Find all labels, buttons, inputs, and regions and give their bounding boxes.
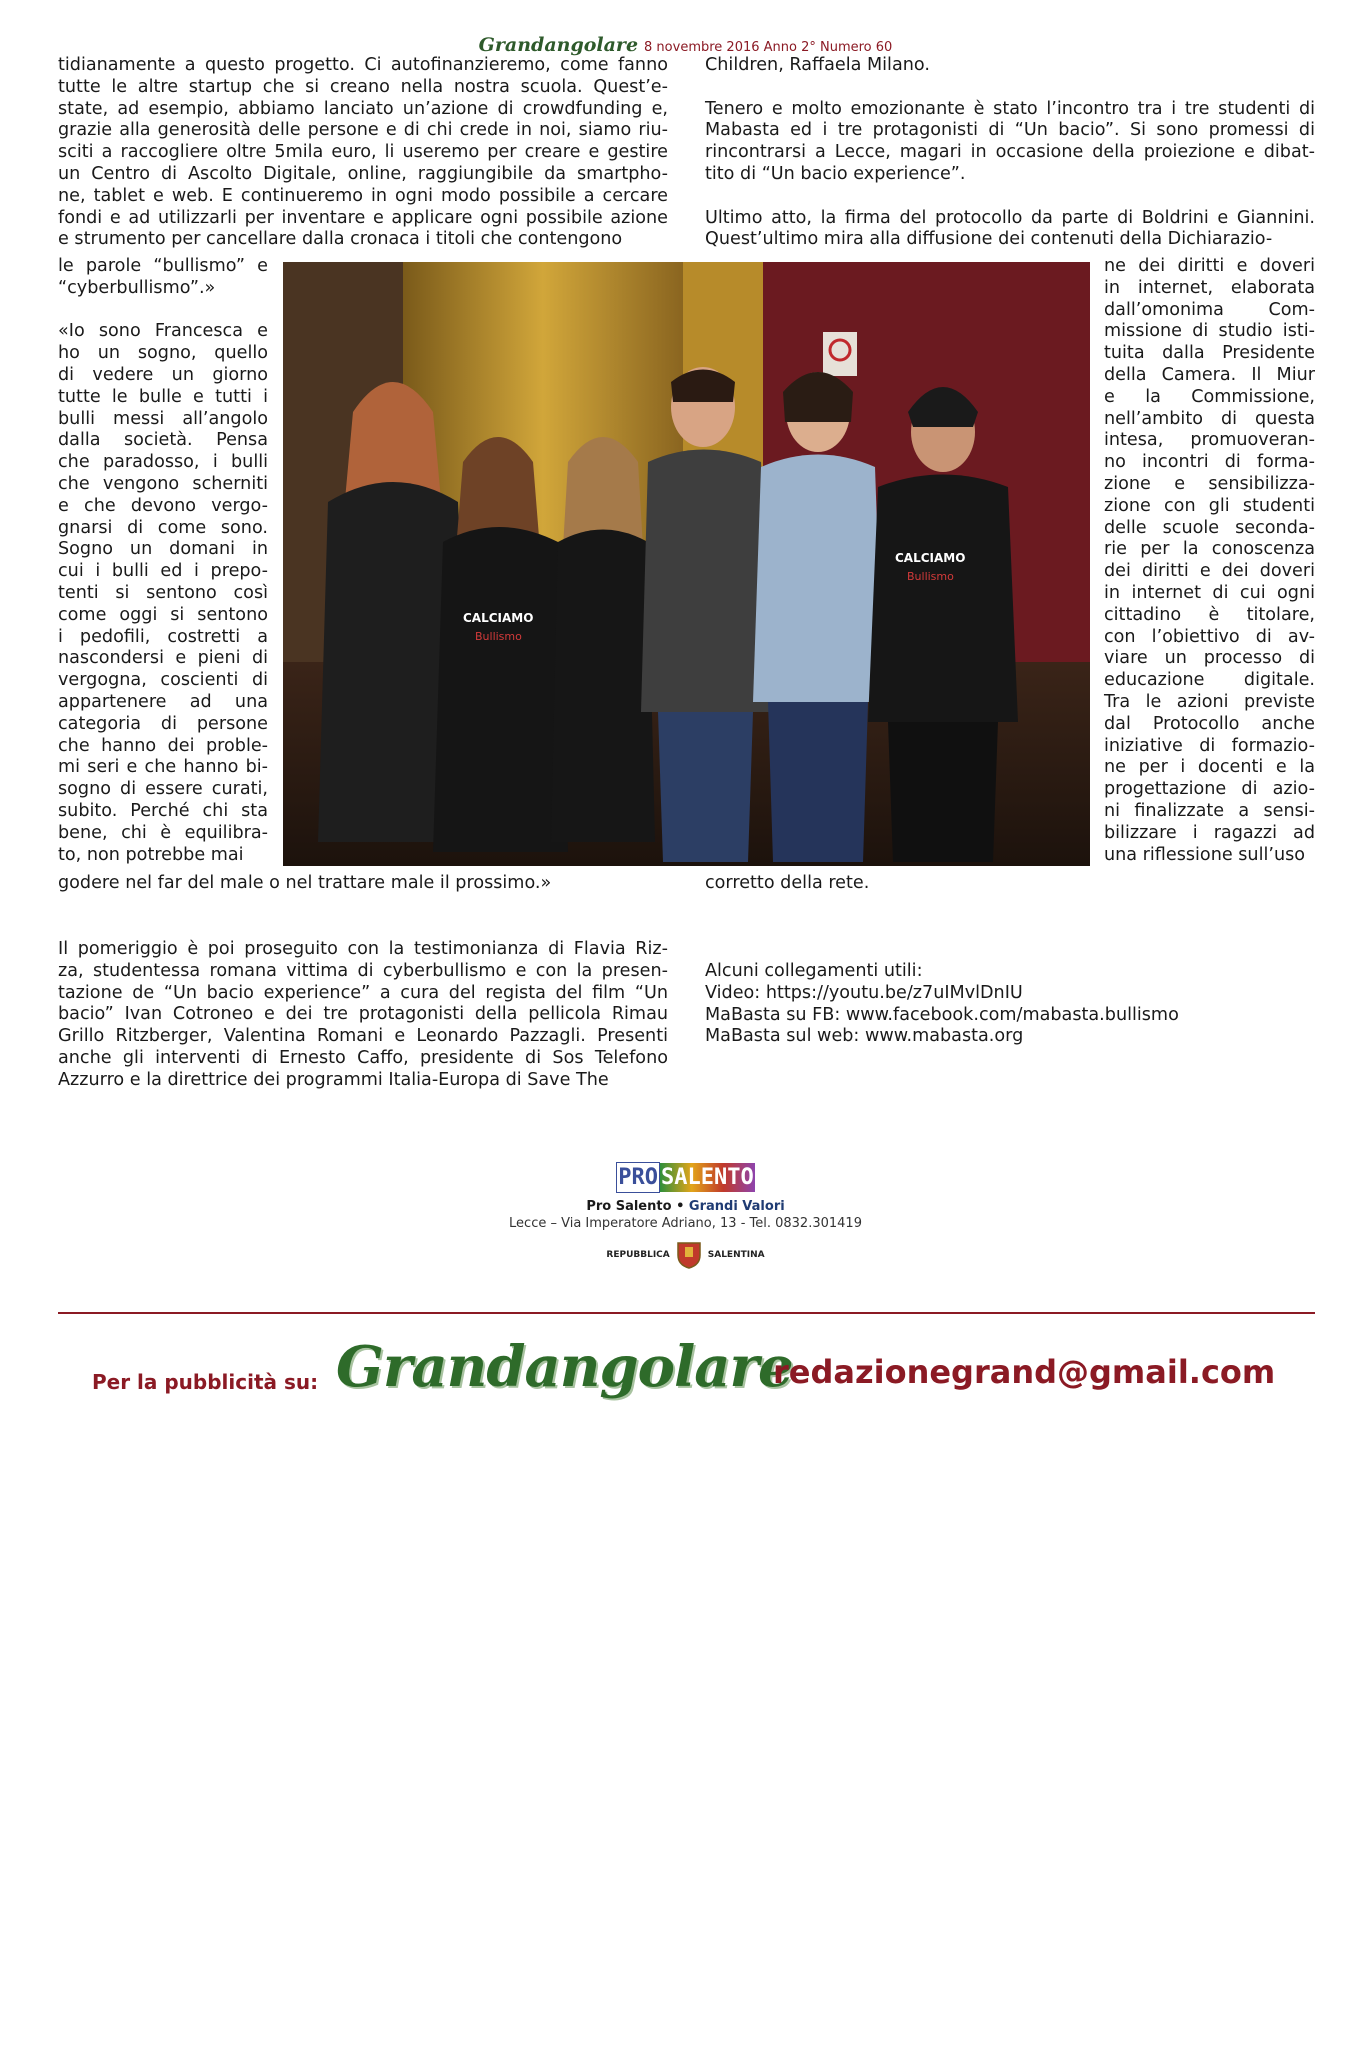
text-line: tito di “Un bacio experience”. [705,163,966,184]
text-line: che paradosso, i bulli [58,452,268,473]
text-line: cui i bulli ed i prepo- [58,561,268,582]
text-line: tidianamente a questo progetto. Ci autofinanzieremo, come fanno [58,55,668,75]
text-line: iniziative di formazio- [1104,735,1315,756]
text-line: bulli messi all’angolo [58,408,268,429]
pro-salento-logo [616,1162,754,1193]
rs-right: SALENTINA [707,1250,765,1260]
group-photo [283,262,1090,866]
pro-salento-block [0,1162,1371,1269]
text-line: ho un sogno, quello [58,343,268,364]
repubblica-salentina-logo [0,1241,1371,1269]
rs-left: REPUBBLICA [606,1250,670,1260]
text-line: Tenero e molto emozionante è stato l’incontro tra i tre studenti di [705,98,1315,119]
text-line: zione e sensibilizza- [1104,473,1315,494]
text-line: mi seri e che hanno bi- [58,757,268,778]
coat-of-arms-icon [676,1241,702,1269]
text-line: vergogna, coscienti di [58,670,268,691]
text-line: tuita dalla Presidente [1104,343,1315,364]
right-top-line: Children, Raffaela Milano. [705,55,930,75]
text-line: tutte le bulle e tutti i [58,386,268,407]
text-line: progettazione di azio- [1104,779,1315,800]
left-wrap-francesca [58,321,268,866]
text-line: che vengono scherniti [58,473,268,494]
grandi-valori: Grandi Valori [688,1199,785,1214]
text-line: ni finalizzate a sensi- [1104,800,1315,821]
running-header [0,34,1371,56]
useful-links [705,961,1315,1048]
right-column-top [705,55,1315,251]
text-line: con l’obiettivo di av- [1104,626,1315,647]
text-line: come oggi si sentono [58,604,268,625]
pro-salento-tagline [0,1199,1371,1214]
text-line: no incontri di forma- [1104,452,1315,473]
text-line: subito. Perché chi sta [58,800,268,821]
text-line: anche gli interventi di Ernesto Caffo, presidente di Sos Telefono [58,1047,668,1068]
header-issue: 8 novembre 2016 Anno 2° Numero 60 [644,40,893,55]
text-line: ne per i docenti e la [1104,757,1315,778]
shirt-text-2: Bullismo [475,630,522,643]
ad-email[interactable]: redazionegrand@gmail.com [773,1353,1276,1391]
left-column-tail [58,873,668,895]
logo-salento: SALENTO [661,1165,754,1190]
text-line: categoria di persone [58,713,268,734]
text-line: e la Commissione, [1104,386,1315,407]
logo-pro: PRO [616,1162,660,1193]
group-photo-illustration [283,262,1090,866]
text-line: tazione de “Un bacio experience” a cura del regista del film “Un [58,982,668,1003]
text-line: un Centro di Ascolto Digitale, online, raggiungibile da smartpho- [58,163,668,184]
text-line: sogno di essere curati, [58,779,268,800]
link-video[interactable]: Video: https://youtu.be/z7uIMvlDnIU [705,982,1023,1003]
right-top-paragraph-protocol [705,208,1315,252]
text-line: una riflessione sull’uso [1104,844,1306,865]
text-line: rincontrarsi a Lecce, magari in occasione della proiezione e dibat- [705,142,1315,163]
text-line: che hanno dei proble- [58,735,268,756]
text-line: Grillo Ritzberger, Valentina Romani e Leonardo Pazzagli. Presenti [58,1026,668,1047]
text-line: e che devono vergo- [58,495,268,516]
text-line: bilizzare i ragazzi ad [1104,822,1315,843]
text-line: to, non potrebbe mai [58,844,244,865]
pro-salento-name: Pro Salento [586,1199,672,1214]
text-line: gnarsi di come sono. [58,517,268,538]
text-line: Tra le azioni previste [1104,691,1315,712]
text-line: Quest’ultimo mira alla diffusione dei contenuti della Dichiarazio- [705,229,1273,250]
pro-salento-address: Lecce – Via Imperatore Adriano, 13 - Tel. 0832.301419 [509,1216,862,1231]
text-line: fondi e ad utilizzarli per inventare e applicare ogni possibile azione [58,207,668,228]
left-column-top [58,55,668,251]
text-line: tenti si sentono così [58,582,268,603]
text-line: “cyberbullismo”.» [58,277,216,298]
text-line: nell’ambito di questa [1104,408,1315,429]
header-brand: Grandangolare [478,34,639,56]
text-line: educazione digitale. [1104,670,1315,691]
text-line: i pedofili, costretti a [58,626,268,647]
text-line: dal Protocollo anche [1104,713,1315,734]
shirt-text-4: Bullismo [907,570,954,583]
text-line: le parole “bullismo” e [58,256,268,276]
left-column-bottom [58,939,668,1092]
shirt-text-1: CALCIAMO [463,611,534,625]
text-line: e strumento per cancellare dalla cronaca i titoli che contengono [58,229,623,250]
text-line: di vedere un giorno [58,364,268,385]
right-top-paragraph-meeting [705,99,1315,186]
text-line: in internet di cui ogni [1104,582,1315,603]
text-line: Sogno un domani in [58,539,268,560]
text-line: intesa, promuoveran- [1104,430,1315,451]
text-line: Azzurro e la direttrice dei programmi Italia-Europa di Save The [58,1069,609,1090]
text-line: appartenere ad una [58,691,268,712]
left-wrap-quote-end [58,256,268,300]
ad-label: Per la pubblicità su: [92,1370,319,1394]
text-line: viare un processo di [1104,648,1315,669]
text-line: sciti a raccogliere oltre 5mila euro, li useremo per creare e gestire [58,142,668,163]
text-line: nascondersi e pieni di [58,648,268,669]
text-line: missione di studio isti- [1104,321,1315,342]
text-line: dei diritti e dei doveri [1104,561,1315,582]
text-line: grazie alla generosità delle persone e di chi crede in noi, siamo riu- [58,120,668,141]
left-tail-line: godere nel far del male o nel trattare male il prossimo.» [58,873,552,893]
links-intro: Alcuni collegamenti utili: [705,961,923,981]
text-line: della Camera. Il Miur [1104,364,1315,385]
link-website[interactable]: MaBasta sul web: www.mabasta.org [705,1026,1024,1047]
ad-brand: Grandangolare [336,1334,793,1400]
text-line: delle scuole seconda- [1104,517,1315,538]
text-line: rie per la conoscenza [1104,539,1315,560]
right-column-tail [705,873,1315,895]
text-line: dall’omonima Com- [1104,299,1315,320]
text-line: za, studentessa romana vittima di cyberbullismo e con la presen- [58,960,668,981]
tagline-separator: • [676,1199,685,1214]
advertising-banner [0,1334,1371,1404]
text-line: tutte le altre startup che si creano nella nostra scuola. Quest’e- [58,76,668,97]
text-line: ne dei diritti e doveri [1104,256,1315,276]
link-facebook[interactable]: MaBasta su FB: www.facebook.com/mabasta.bullismo [705,1004,1179,1025]
shirt-text-3: CALCIAMO [895,551,966,565]
right-tail-line: corretto della rete. [705,873,870,893]
text-line: Ultimo atto, la firma del protocollo da parte di Boldrini e Giannini. [705,207,1315,228]
text-line: zione con gli studenti [1104,495,1315,516]
text-line: dalla società. Pensa [58,430,268,451]
text-line: in internet, elaborata [1104,277,1315,298]
footer-rule [58,1312,1315,1314]
text-line: Il pomeriggio è poi proseguito con la testimonianza di Flavia Riz- [58,939,668,959]
text-line: cittadino è titolare, [1104,604,1315,625]
text-line: bene, chi è equilibra- [58,822,268,843]
text-line: Mabasta ed i tre protagonisti di “Un bacio”. Si sono promessi di [705,120,1315,141]
left-column-wrap [58,256,268,866]
text-line: ne, tablet e web. E continueremo in ogni modo possibile a cercare [58,185,668,206]
text-line: state, ad esempio, abbiamo lanciato un’azione di crowdfunding e, [58,98,668,119]
text-line: bacio” Ivan Cotroneo e dei tre protagonisti della pellicola Rimau [58,1004,668,1025]
right-column-wrap [1104,256,1315,866]
text-line: «Io sono Francesca e [58,321,268,342]
